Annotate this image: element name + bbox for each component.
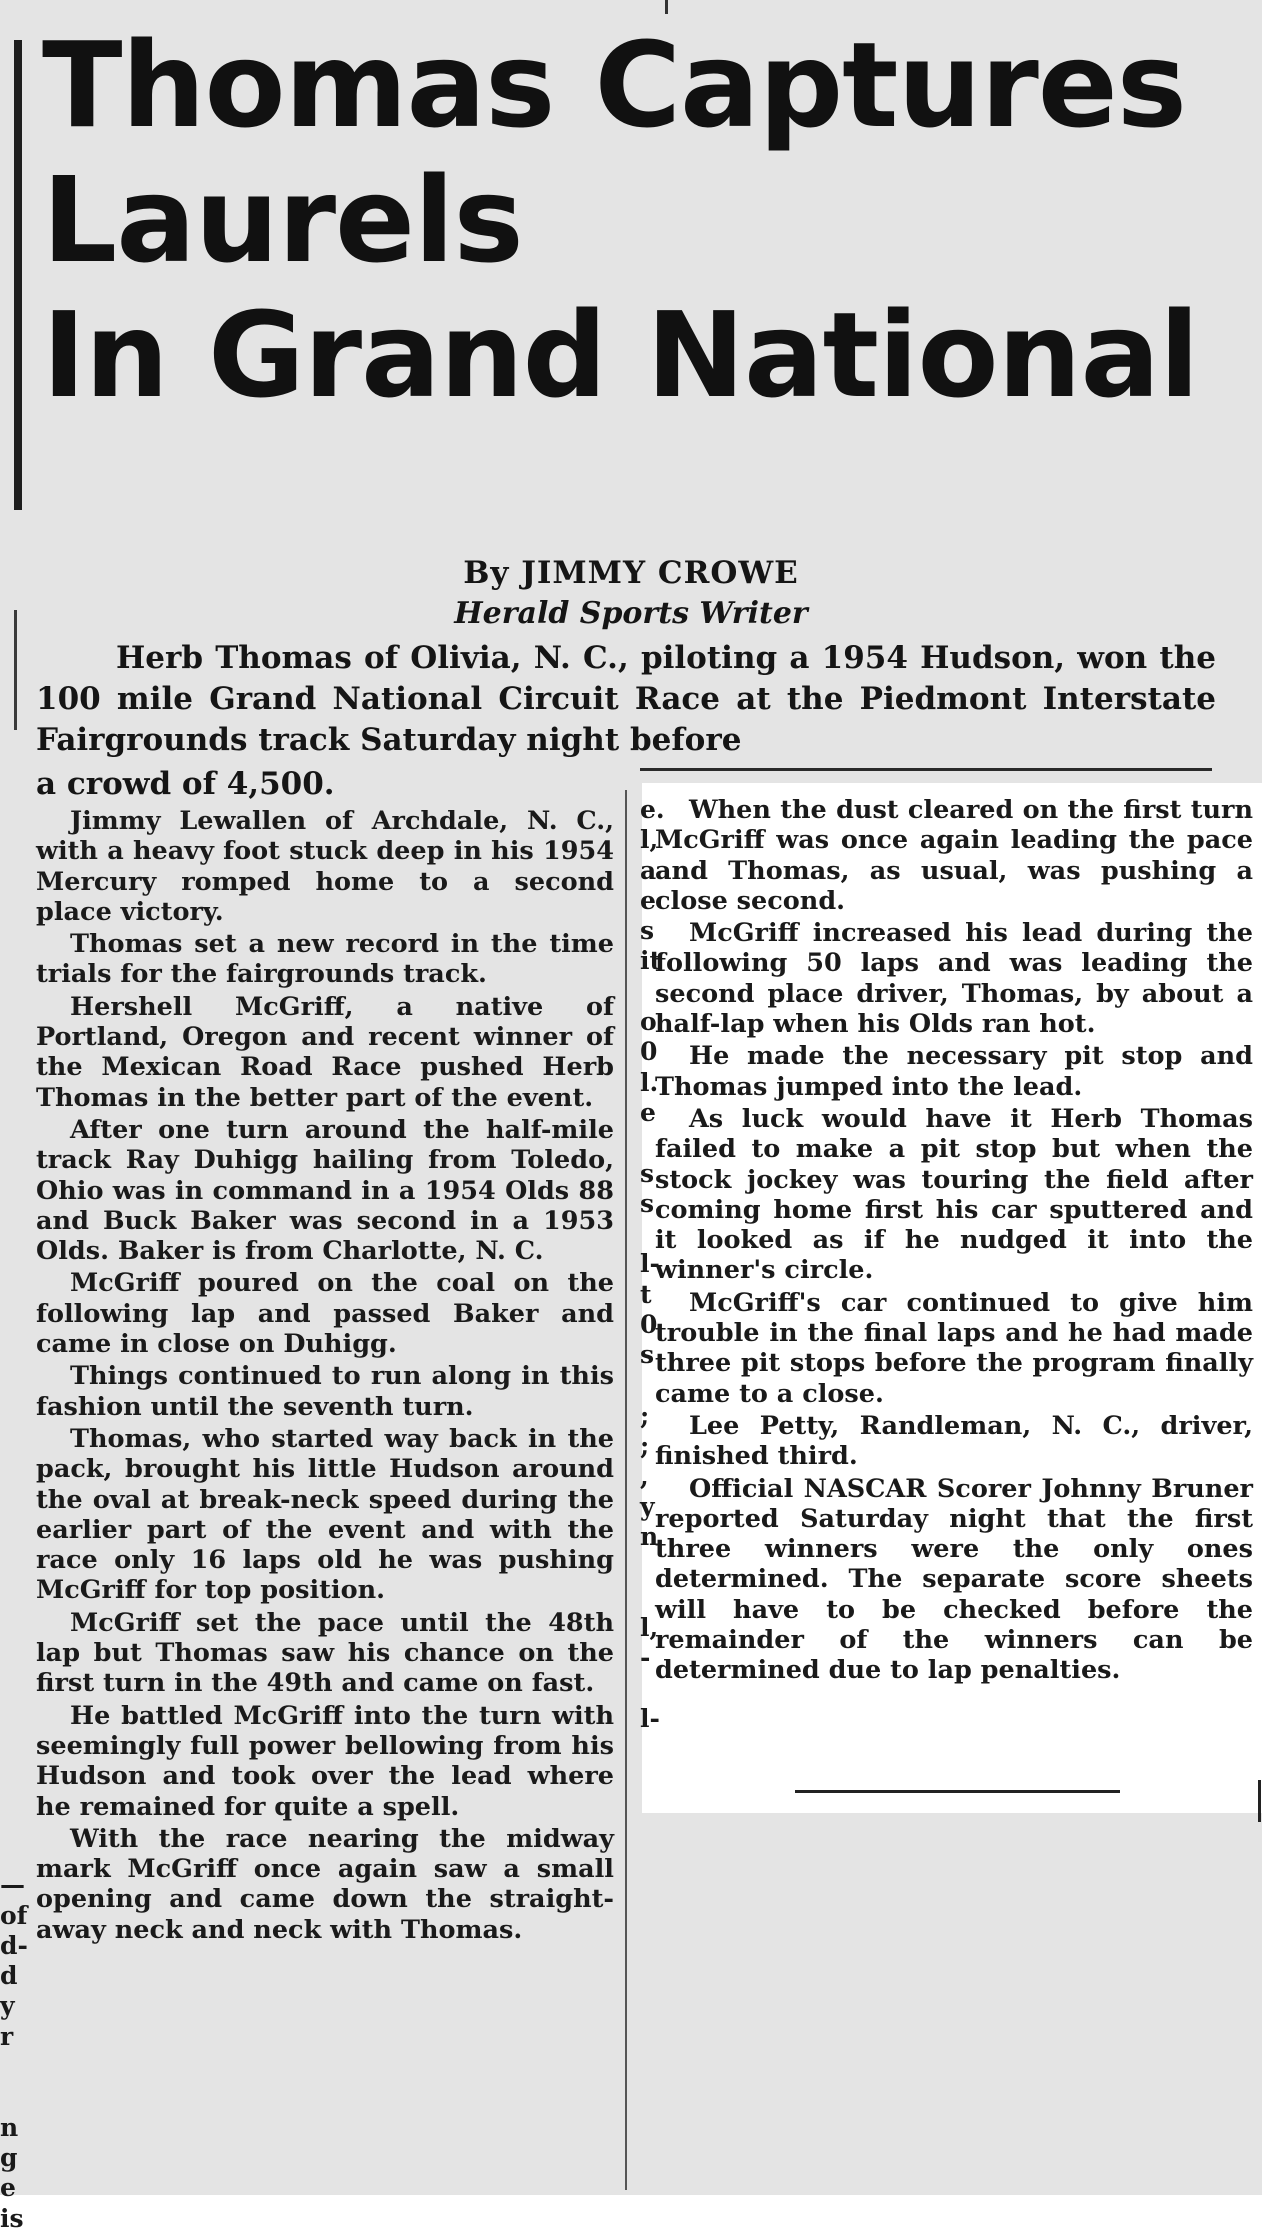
edge-fragment: l- xyxy=(640,1703,660,1733)
left-paragraph-8: McGriff set the pace until the 48th lap but Thomas saw his chance on the first turn in the 49th and came on fast. xyxy=(36,1607,614,1699)
column-divider xyxy=(625,790,627,2190)
edge-fragment: , xyxy=(640,1461,649,1491)
left-paragraph-4: After one turn around the half-mile track Ray Duhigg hailing from Toledo, Ohio was in command in a 1954 Olds 88 and Buck Baker was second in a 1953 Olds. Baker is from Charlotte, N. C. xyxy=(36,1114,614,1267)
edge-fragment: n xyxy=(0,2112,19,2142)
right-column xyxy=(655,795,1253,1688)
left-paragraph-10: With the race nearing the midway mark McGriff once again saw a small opening and came down the straight-away neck and neck with Thomas. xyxy=(36,1823,614,1945)
right-edge-mark xyxy=(1258,1780,1261,1822)
edge-fragment: — xyxy=(0,1870,25,1900)
edge-fragment: ; xyxy=(640,1431,650,1461)
edge-fragment xyxy=(640,1674,654,1704)
right-paragraph-3: He made the necessary pit stop and Thomas jumped into the lead. xyxy=(655,1041,1253,1102)
left-paragraph-7: Thomas, who started way back in the pack, brought his little Hudson around the oval at break-neck speed during the earlier part of the event and with the race only 16 laps old he was pushing McGriff for top position. xyxy=(36,1423,614,1606)
edge-fragment: e. xyxy=(640,795,665,824)
edge-fragment: e xyxy=(640,1097,656,1127)
edge-fragment xyxy=(640,1583,654,1613)
edge-fragment xyxy=(640,1371,654,1401)
top-edge-mark xyxy=(665,0,668,14)
left-edge-rule xyxy=(14,40,22,510)
edge-fragment: g xyxy=(0,2142,18,2172)
edge-fragment: e xyxy=(0,2173,16,2203)
headline-line-1: Thomas Captures xyxy=(42,16,1187,154)
edge-fragment: 0 xyxy=(640,1037,658,1067)
edge-fragment xyxy=(640,1128,654,1158)
left-column xyxy=(36,806,614,1947)
edge-fragment: s xyxy=(640,1340,655,1370)
lead-paragraph-end: a crowd of 4,500. xyxy=(36,766,335,802)
edge-fragment: l- xyxy=(640,1249,660,1279)
edge-fragment: l, xyxy=(640,825,659,855)
edge-fragment: l, xyxy=(640,1613,659,1643)
edge-fragment xyxy=(0,2052,14,2082)
edge-fragment: s xyxy=(640,916,655,946)
lead-paragraph: Herb Thomas of Olivia, N. C., piloting a 1954 Hudson, won the 100 mile Grand National Circuit Race at the Piedmont Interstate Fairgrounds track Saturday night before xyxy=(36,640,1216,758)
left-paragraph-1: Jimmy Lewallen of Archdale, N. C., with a heavy foot stuck deep in his 1954 Mercury romped home to a second place victory. xyxy=(36,806,614,927)
left-paragraph-2: Thomas set a new record in the time trials for the fairgrounds track. xyxy=(36,929,614,990)
right-paragraph-5: McGriff's car continued to give him trouble in the final laps and he had made three pit stops before the program finally came to a close. xyxy=(655,1287,1253,1409)
edge-fragment: s. xyxy=(640,1188,663,1218)
edge-fragment xyxy=(0,1840,14,1870)
byline-title: Herald Sports Writer xyxy=(454,596,808,631)
headline-line-2: Laurels xyxy=(42,151,523,289)
right-paragraph-1: When the dust cleared on the first turn McGriff was once again leading the pace and Thomas, as usual, was pushing a close second. xyxy=(655,795,1253,916)
edge-fragment: y xyxy=(640,1491,655,1521)
left-paragraph-3: Hershell McGriff, a native of Portland, Oregon and recent winner of the Mexican Road Race pushed Herb Thomas in the better part of the event. xyxy=(36,991,614,1113)
right-paragraph-6: Lee Petty, Randleman, N. C., driver, finished third. xyxy=(655,1410,1253,1472)
edge-fragment: s xyxy=(640,1158,655,1188)
edge-fragment: of xyxy=(0,1900,28,1930)
column-top-rule xyxy=(640,768,1212,771)
edge-fragment: y xyxy=(0,1991,15,2021)
edge-fragment xyxy=(640,1219,654,1249)
edge-fragment: a xyxy=(640,855,657,885)
edge-fragment: is xyxy=(0,2203,24,2233)
right-edge-fragments xyxy=(640,795,665,1734)
edge-fragment: 0 xyxy=(640,1310,658,1340)
edge-fragment xyxy=(640,1552,654,1582)
byline: By JIMMY CROWE xyxy=(463,555,799,591)
right-paragraph-2: McGriff increased his lead during the following 50 laps and was leading the second place driver, Thomas, by about a half-lap when his Olds ran hot. xyxy=(655,918,1253,1040)
left-paragraph-9: He battled McGriff into the turn with seemingly full power bellowing from his Hudson and took over the lead where he remained for quite a spell. xyxy=(36,1700,614,1822)
edge-fragment: o xyxy=(640,1007,657,1037)
article-end-rule xyxy=(795,1790,1120,1793)
edge-fragment: e xyxy=(640,885,656,915)
edge-fragment: r xyxy=(0,2021,14,2051)
edge-fragment xyxy=(640,977,654,1007)
edge-fragment: d- xyxy=(0,1930,28,1960)
left-paragraph-6: Things continued to run along in this fashion until the seventh turn. xyxy=(36,1361,614,1422)
right-paragraph-4: As luck would have it Herb Thomas failed to make a pit stop but when the stock jockey was touring the field after coming home first his car sputtered and it looked as if he nudged it into the winner's circle. xyxy=(655,1103,1253,1286)
headline-line-3: In Grand National xyxy=(42,286,1199,424)
edge-fragment: d xyxy=(0,1961,18,1991)
edge-fragment: l. xyxy=(640,1067,659,1097)
edge-fragment: n xyxy=(640,1522,659,1552)
edge-fragment xyxy=(0,2082,14,2112)
article-headline xyxy=(42,18,1252,423)
edge-fragment: it xyxy=(640,946,662,976)
right-paragraph-7: Official NASCAR Scorer Johnny Bruner reported Saturday night that the first three winners were the only ones determined. The separate score sheets will have to be checked before the remainder of the winners can be determined due to lap penalties. xyxy=(655,1473,1253,1686)
edge-fragment: ; xyxy=(640,1400,650,1430)
edge-fragment: - xyxy=(640,1643,651,1673)
edge-fragment: t xyxy=(640,1279,652,1309)
left-edge-fragments xyxy=(0,1840,28,2234)
left-paragraph-5: McGriff poured on the coal on the following lap and passed Baker and came in close on Duhigg. xyxy=(36,1268,614,1360)
